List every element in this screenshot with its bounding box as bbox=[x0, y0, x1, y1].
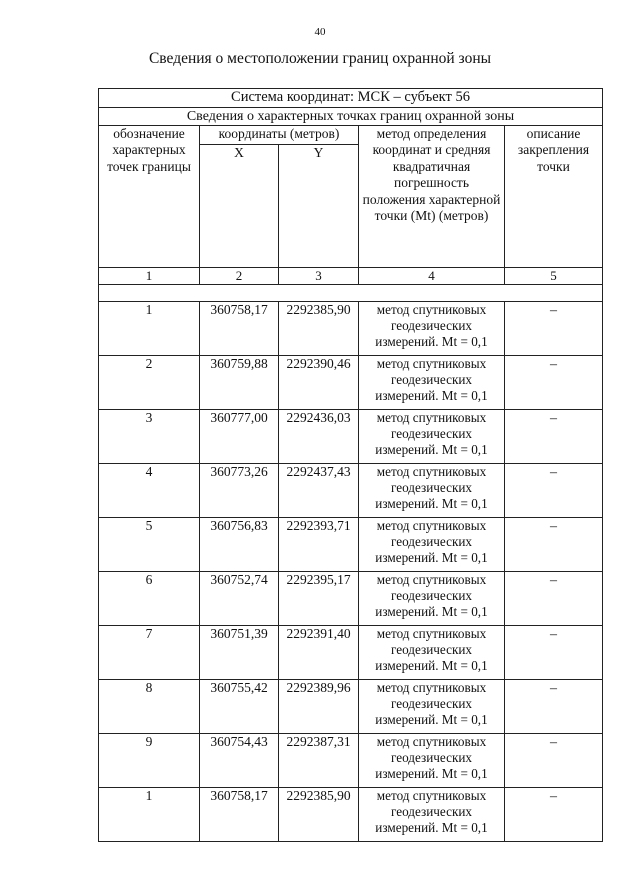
description-cell: – bbox=[505, 571, 603, 625]
table-row bbox=[99, 679, 603, 733]
method-line: метод спутниковых bbox=[376, 355, 487, 371]
method-line: измерений. Mt = 0,1 bbox=[375, 495, 488, 511]
method-line: геодезических bbox=[390, 587, 473, 603]
method-line: метод спутниковых bbox=[376, 787, 487, 803]
method-line: метод спутниковых bbox=[376, 571, 487, 587]
x-cell: 360758,17 bbox=[200, 301, 279, 355]
x-cell: 360755,42 bbox=[200, 679, 279, 733]
method-line: измерений. Mt = 0,1 bbox=[375, 819, 488, 835]
info-row bbox=[99, 107, 603, 125]
x-cell: 360759,88 bbox=[200, 355, 279, 409]
document-title: Сведения о местоположении границ охранной зоны bbox=[148, 50, 492, 67]
point-cell: 4 bbox=[99, 463, 200, 517]
info-cell: Сведения о характерных точках границ охранной зоны bbox=[99, 107, 603, 125]
x-cell: 360756,83 bbox=[200, 517, 279, 571]
description-cell: – bbox=[505, 517, 603, 571]
header-y: Y bbox=[279, 144, 359, 267]
x-cell: 360751,39 bbox=[200, 625, 279, 679]
method-cell bbox=[359, 517, 505, 571]
description-cell: – bbox=[505, 355, 603, 409]
y-cell: 2292393,71 bbox=[279, 517, 359, 571]
description-cell: – bbox=[505, 625, 603, 679]
method-cell bbox=[359, 625, 505, 679]
table-row bbox=[99, 463, 603, 517]
x-cell: 360773,26 bbox=[200, 463, 279, 517]
method-line: геодезических bbox=[390, 803, 473, 819]
method-line: метод спутниковых bbox=[376, 517, 487, 533]
column-number: 2 bbox=[200, 267, 279, 284]
method-line: геодезических bbox=[390, 641, 473, 657]
description-cell: – bbox=[505, 787, 603, 841]
y-cell: 2292387,31 bbox=[279, 733, 359, 787]
table-row bbox=[99, 733, 603, 787]
header-x: X bbox=[200, 144, 279, 267]
coordinate-system-cell: Система координат: МСК – субъект 56 bbox=[99, 89, 603, 108]
table-row bbox=[99, 625, 603, 679]
method-line: измерений. Mt = 0,1 bbox=[375, 603, 488, 619]
blank-row bbox=[99, 284, 603, 301]
y-cell: 2292385,90 bbox=[279, 787, 359, 841]
point-cell: 5 bbox=[99, 517, 200, 571]
method-line: метод спутниковых bbox=[376, 733, 487, 749]
point-cell: 2 bbox=[99, 355, 200, 409]
column-number: 4 bbox=[359, 267, 505, 284]
x-cell: 360777,00 bbox=[200, 409, 279, 463]
table-row bbox=[99, 355, 603, 409]
table-row bbox=[99, 517, 603, 571]
method-line: измерений. Mt = 0,1 bbox=[375, 387, 488, 403]
y-cell: 2292389,96 bbox=[279, 679, 359, 733]
table-row bbox=[99, 301, 603, 355]
method-cell bbox=[359, 301, 505, 355]
coordinate-system-row bbox=[99, 89, 603, 108]
method-cell bbox=[359, 733, 505, 787]
header-row bbox=[99, 125, 603, 144]
table-row bbox=[99, 571, 603, 625]
table-row bbox=[99, 787, 603, 841]
point-cell: 1 bbox=[99, 301, 200, 355]
x-cell: 360752,74 bbox=[200, 571, 279, 625]
description-cell: – bbox=[505, 409, 603, 463]
method-line: геодезических bbox=[390, 749, 473, 765]
x-cell: 360754,43 bbox=[200, 733, 279, 787]
method-line: метод спутниковых bbox=[376, 409, 487, 425]
method-line: геодезических bbox=[390, 533, 473, 549]
column-number: 1 bbox=[99, 267, 200, 284]
method-line: метод спутниковых bbox=[376, 301, 487, 317]
method-cell bbox=[359, 787, 505, 841]
coordinates-table bbox=[98, 88, 603, 842]
table-row bbox=[99, 409, 603, 463]
point-cell: 3 bbox=[99, 409, 200, 463]
y-cell: 2292391,40 bbox=[279, 625, 359, 679]
header-coords: координаты (метров) bbox=[200, 125, 359, 144]
y-cell: 2292395,17 bbox=[279, 571, 359, 625]
x-cell: 360758,17 bbox=[200, 787, 279, 841]
y-cell: 2292390,46 bbox=[279, 355, 359, 409]
method-line: измерений. Mt = 0,1 bbox=[375, 333, 488, 349]
method-line: геодезических bbox=[390, 371, 473, 387]
y-cell: 2292436,03 bbox=[279, 409, 359, 463]
page-number: 40 bbox=[314, 26, 326, 38]
method-cell bbox=[359, 679, 505, 733]
description-cell: – bbox=[505, 733, 603, 787]
description-cell: – bbox=[505, 301, 603, 355]
column-number-row bbox=[99, 267, 603, 284]
point-cell: 7 bbox=[99, 625, 200, 679]
method-cell bbox=[359, 355, 505, 409]
method-line: геодезических bbox=[390, 695, 473, 711]
point-cell: 9 bbox=[99, 733, 200, 787]
method-line: измерений. Mt = 0,1 bbox=[375, 441, 488, 457]
description-cell: – bbox=[505, 679, 603, 733]
method-line: геодезических bbox=[390, 317, 473, 333]
coordinates-table-body bbox=[99, 89, 603, 842]
header-method: метод определения координат и средняя квадратичная погрешность положения характерной точки (Mt) (метров) bbox=[359, 125, 505, 267]
method-cell bbox=[359, 571, 505, 625]
column-number: 3 bbox=[279, 267, 359, 284]
method-line: измерений. Mt = 0,1 bbox=[375, 711, 488, 727]
point-cell: 8 bbox=[99, 679, 200, 733]
description-cell: – bbox=[505, 463, 603, 517]
header-designation: обозначение характерных точек границы bbox=[99, 125, 200, 267]
method-line: измерений. Mt = 0,1 bbox=[375, 765, 488, 781]
method-line: геодезических bbox=[390, 479, 473, 495]
method-line: измерений. Mt = 0,1 bbox=[375, 657, 488, 673]
method-cell bbox=[359, 463, 505, 517]
method-line: метод спутниковых bbox=[376, 679, 487, 695]
method-line: метод спутниковых bbox=[376, 463, 487, 479]
column-number: 5 bbox=[505, 267, 603, 284]
y-cell: 2292437,43 bbox=[279, 463, 359, 517]
method-cell bbox=[359, 409, 505, 463]
method-line: метод спутниковых bbox=[376, 625, 487, 641]
method-line: измерений. Mt = 0,1 bbox=[375, 549, 488, 565]
y-cell: 2292385,90 bbox=[279, 301, 359, 355]
header-description: описание закрепления точки bbox=[505, 125, 603, 267]
blank-cell bbox=[99, 284, 603, 301]
point-cell: 6 bbox=[99, 571, 200, 625]
point-cell: 1 bbox=[99, 787, 200, 841]
method-line: геодезических bbox=[390, 425, 473, 441]
